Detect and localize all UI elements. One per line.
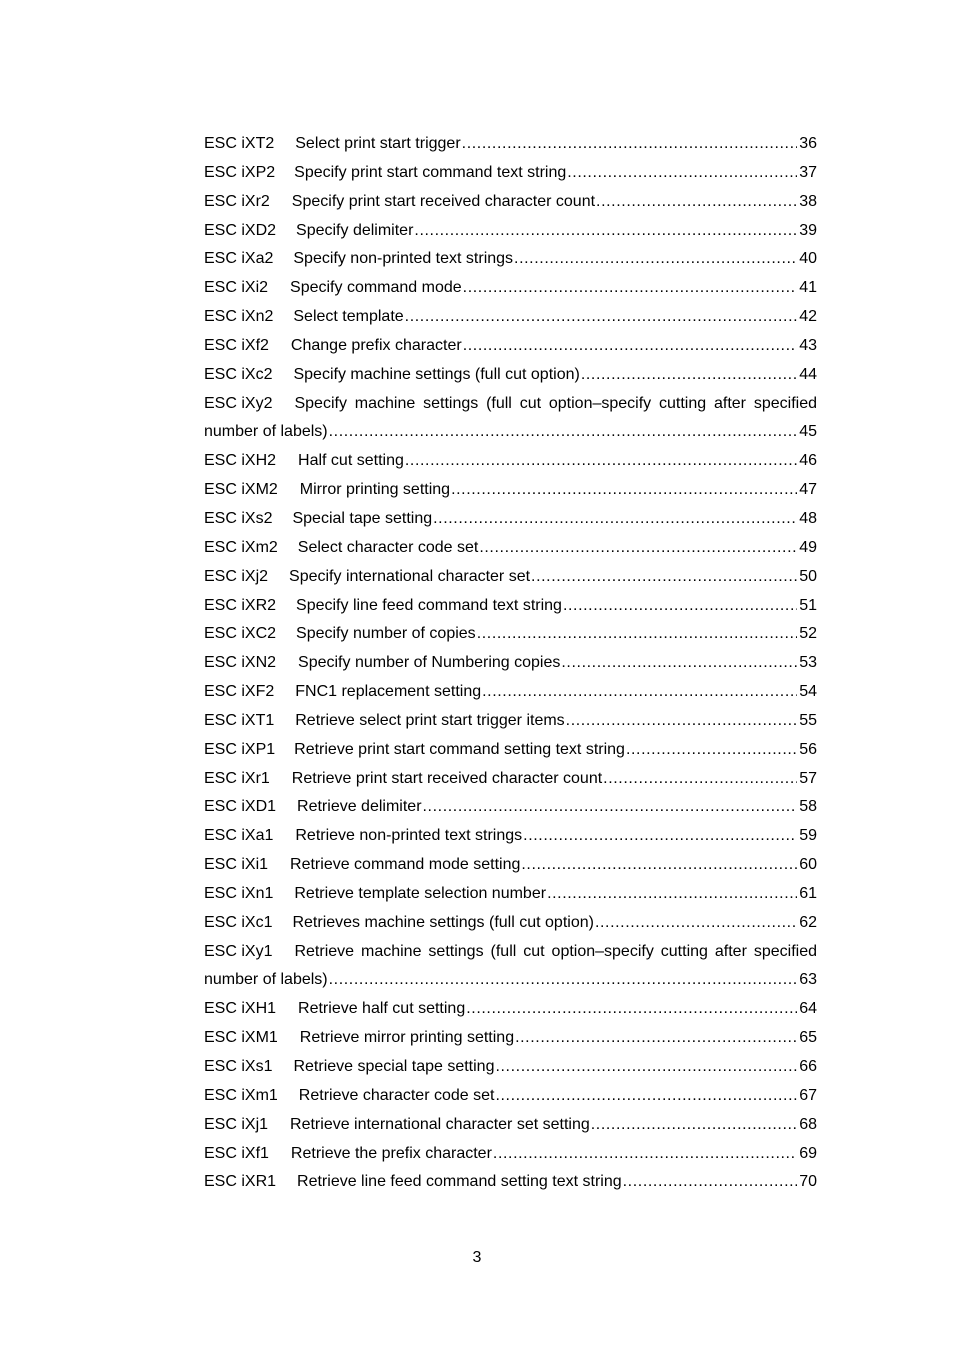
toc-title: Retrieve mirror printing setting: [299, 1029, 515, 1047]
dot-leader: [523, 822, 797, 851]
toc-command: ESC iXM2: [204, 481, 278, 499]
dot-leader: [466, 995, 797, 1024]
dot-leader: [329, 966, 798, 995]
toc-title: Specify print start received character count: [291, 192, 596, 210]
toc-page-number: 56: [799, 740, 817, 758]
toc-page-number: 47: [799, 481, 817, 499]
toc-title: Retrieve print start command setting text string: [294, 740, 625, 758]
toc-command: ESC iXi1: [204, 856, 269, 874]
toc-page-number: 53: [799, 654, 817, 672]
toc-title: Specify number of Numbering copies: [298, 654, 561, 672]
dot-leader: [581, 361, 797, 390]
dot-leader: [423, 793, 798, 822]
toc-entry[interactable]: [204, 245, 817, 274]
toc-page-number: 43: [799, 336, 817, 354]
dot-leader: [482, 678, 797, 707]
toc-title: Retrieves machine settings (full cut option): [292, 913, 594, 931]
dot-leader: [623, 1168, 798, 1197]
dot-leader: [495, 1053, 797, 1082]
toc-title: Specify print start command text string: [294, 163, 567, 181]
dot-leader: [405, 303, 798, 332]
toc-command: ESC iXy2: [204, 394, 273, 412]
toc-command: ESC iXf1: [204, 1144, 269, 1162]
dot-leader: [463, 274, 798, 303]
toc-title: Retrieve line feed command setting text string: [297, 1173, 622, 1191]
toc-entry[interactable]: [204, 303, 817, 332]
toc-page-number: 42: [799, 308, 817, 326]
toc-title: Select print start trigger: [295, 135, 461, 152]
dot-leader: [514, 245, 797, 274]
toc-page-number: 40: [799, 250, 817, 268]
toc-title: Retrieve machine settings (full cut option–specify cutting after specified: [294, 942, 817, 960]
toc-command: ESC iXs2: [204, 509, 273, 527]
toc-command: ESC iXa1: [204, 827, 274, 845]
table-of-contents: [204, 130, 817, 1197]
dot-leader: [595, 909, 797, 938]
toc-entry[interactable]: [204, 130, 817, 159]
toc-entry[interactable]: [204, 707, 817, 736]
toc-entry[interactable]: [204, 447, 817, 476]
toc-command: ESC iXa2: [204, 250, 274, 268]
toc-title: Retrieve print start received character count: [291, 769, 603, 787]
toc-entry[interactable]: [204, 592, 817, 621]
toc-entry[interactable]: [204, 822, 817, 851]
dot-leader: [495, 1082, 797, 1111]
toc-page-number: 59: [799, 827, 817, 845]
dot-leader: [493, 1140, 797, 1169]
toc-page-number: 60: [799, 856, 817, 874]
toc-page-number: 37: [799, 163, 817, 181]
dot-leader: [596, 188, 797, 217]
toc-page-number: 44: [799, 365, 817, 383]
dot-leader: [521, 851, 797, 880]
toc-entry[interactable]: [204, 159, 817, 188]
dot-leader: [591, 1111, 797, 1140]
toc-entry[interactable]: [204, 274, 817, 303]
toc-command: ESC iXP1: [204, 740, 276, 758]
dot-leader: [567, 159, 797, 188]
toc-entry-continuation[interactable]: [204, 418, 817, 447]
toc-page-number: 45: [799, 423, 817, 441]
toc-entry[interactable]: [204, 909, 817, 938]
toc-page-number: 36: [799, 135, 817, 152]
toc-command: ESC iXR2: [204, 596, 277, 614]
toc-title: Mirror printing setting: [299, 481, 451, 499]
toc-title: Specify number of copies: [296, 625, 476, 643]
dot-leader: [626, 736, 797, 765]
dot-leader: [531, 563, 797, 592]
toc-title: Retrieve half cut setting: [298, 1000, 466, 1018]
dot-leader: [414, 217, 797, 246]
toc-entry[interactable]: [204, 1082, 817, 1111]
toc-page-number: 68: [799, 1115, 817, 1133]
toc-page-number: 39: [799, 221, 817, 239]
dot-leader: [566, 707, 798, 736]
toc-title: Change prefix character: [290, 336, 462, 354]
toc-entry[interactable]: [204, 620, 817, 649]
toc-title: Retrieve command mode setting: [290, 856, 521, 874]
toc-entry[interactable]: [204, 332, 817, 361]
toc-title: Retrieve special tape setting: [293, 1058, 495, 1075]
toc-page-number: 38: [799, 192, 817, 210]
toc-command: ESC iXn1: [204, 884, 274, 902]
dot-leader: [479, 534, 797, 563]
toc-title-continuation: number of labels): [204, 971, 328, 989]
toc-title: Special tape setting: [292, 509, 433, 527]
toc-title: Specify machine settings (full cut option): [293, 365, 580, 383]
toc-command: ESC iXH1: [204, 1000, 277, 1018]
toc-page-number: 64: [799, 1000, 817, 1018]
toc-command: ESC iXj2: [204, 567, 269, 585]
toc-title: Specify command mode: [290, 279, 462, 297]
dot-leader: [463, 332, 798, 361]
toc-entry[interactable]: [204, 563, 817, 592]
toc-page-number: 49: [799, 538, 817, 556]
toc-page-number: 70: [799, 1173, 817, 1191]
toc-command: ESC iXc2: [204, 365, 273, 383]
toc-page-number: 46: [799, 452, 817, 470]
toc-command: ESC iXy1: [204, 942, 273, 960]
toc-page-number: 66: [799, 1058, 817, 1075]
toc-page-number: 57: [799, 769, 817, 787]
toc-command: ESC iXT2: [204, 135, 275, 152]
toc-entry[interactable]: [204, 1024, 817, 1053]
toc-page-number: 50: [799, 567, 817, 585]
dot-leader: [462, 130, 798, 159]
toc-command: ESC iXP2: [204, 163, 276, 181]
toc-command: ESC iXj1: [204, 1115, 269, 1133]
toc-entry[interactable]: [204, 476, 817, 505]
toc-entry[interactable]: [204, 534, 817, 563]
toc-entry[interactable]: [204, 188, 817, 217]
toc-command: ESC iXi2: [204, 279, 269, 297]
toc-entry[interactable]: [204, 390, 817, 419]
toc-title: FNC1 replacement setting: [295, 683, 482, 701]
dot-leader: [451, 476, 797, 505]
toc-title: Retrieve non-printed text strings: [295, 827, 523, 845]
dot-leader: [329, 418, 798, 447]
toc-command: ESC iXM1: [204, 1029, 278, 1047]
toc-entry[interactable]: [204, 736, 817, 765]
toc-page-number: 55: [799, 711, 817, 729]
dot-leader: [405, 447, 797, 476]
toc-title: Retrieve the prefix character: [290, 1144, 492, 1162]
dot-leader: [603, 765, 797, 794]
toc-page-number: 67: [799, 1086, 817, 1104]
toc-command: ESC iXN2: [204, 654, 277, 672]
toc-command: ESC iXf2: [204, 336, 269, 354]
toc-command: ESC iXF2: [204, 683, 275, 701]
dot-leader: [561, 649, 797, 678]
toc-page-number: 69: [799, 1144, 817, 1162]
toc-page-number: 54: [799, 683, 817, 701]
toc-page-number: 51: [799, 596, 817, 614]
toc-page-number: 62: [799, 913, 817, 931]
toc-entry[interactable]: [204, 649, 817, 678]
toc-page-number: 61: [799, 884, 817, 902]
toc-command: ESC iXs1: [204, 1058, 273, 1075]
toc-page-number: 41: [799, 279, 817, 297]
toc-page-number: 65: [799, 1029, 817, 1047]
toc-command: ESC iXR1: [204, 1173, 277, 1191]
toc-entry[interactable]: [204, 938, 817, 967]
toc-entry[interactable]: [204, 678, 817, 707]
toc-command: ESC iXD2: [204, 221, 277, 239]
toc-title: Retrieve character code set: [298, 1086, 495, 1104]
dot-leader: [477, 620, 798, 649]
toc-command: ESC iXm1: [204, 1086, 278, 1104]
toc-command: ESC iXr1: [204, 769, 270, 787]
toc-command: ESC iXn2: [204, 308, 274, 326]
toc-entry[interactable]: [204, 505, 817, 534]
toc-page-number: 63: [799, 971, 817, 989]
toc-title: Specify machine settings (full cut option–specify cutting after specified: [294, 394, 817, 412]
toc-entry[interactable]: [204, 851, 817, 880]
toc-entry[interactable]: [204, 361, 817, 390]
toc-entry[interactable]: [204, 1140, 817, 1169]
toc-entry[interactable]: [204, 880, 817, 909]
toc-title: Specify line feed command text string: [296, 596, 562, 614]
toc-title: Specify non-printed text strings: [293, 250, 514, 268]
toc-entry-continuation[interactable]: [204, 966, 817, 995]
dot-leader: [515, 1024, 797, 1053]
toc-title: Retrieve template selection number: [294, 884, 547, 902]
toc-title: Select character code set: [297, 538, 479, 556]
page-number: 3: [472, 1249, 482, 1266]
toc-title: Retrieve delimiter: [297, 798, 422, 816]
toc-command: ESC iXT1: [204, 711, 275, 729]
toc-title: Specify international character set: [289, 567, 531, 585]
toc-entry[interactable]: [204, 793, 817, 822]
toc-entry[interactable]: [204, 217, 817, 246]
toc-title: Retrieve international character set setting: [290, 1115, 590, 1133]
toc-page-number: 48: [799, 509, 817, 527]
toc-entry[interactable]: [204, 765, 817, 794]
dot-leader: [563, 592, 797, 621]
toc-command: ESC iXC2: [204, 625, 277, 643]
toc-title-continuation: number of labels): [204, 423, 328, 441]
toc-command: ESC iXH2: [204, 452, 277, 470]
dot-leader: [547, 880, 797, 909]
toc-title: Select template: [293, 308, 404, 326]
toc-command: ESC iXm2: [204, 538, 278, 556]
toc-command: ESC iXr2: [204, 192, 270, 210]
dot-leader: [433, 505, 797, 534]
toc-entry[interactable]: [204, 995, 817, 1024]
toc-entry[interactable]: [204, 1053, 817, 1082]
toc-command: ESC iXD1: [204, 798, 277, 816]
toc-title: Half cut setting: [298, 452, 404, 470]
toc-entry[interactable]: [204, 1111, 817, 1140]
toc-page-number: 52: [799, 625, 817, 643]
toc-title: Specify delimiter: [296, 221, 414, 239]
toc-title: Retrieve select print start trigger items: [295, 711, 565, 729]
toc-page-number: 58: [799, 798, 817, 816]
toc-entry[interactable]: [204, 1168, 817, 1197]
toc-command: ESC iXc1: [204, 913, 273, 931]
